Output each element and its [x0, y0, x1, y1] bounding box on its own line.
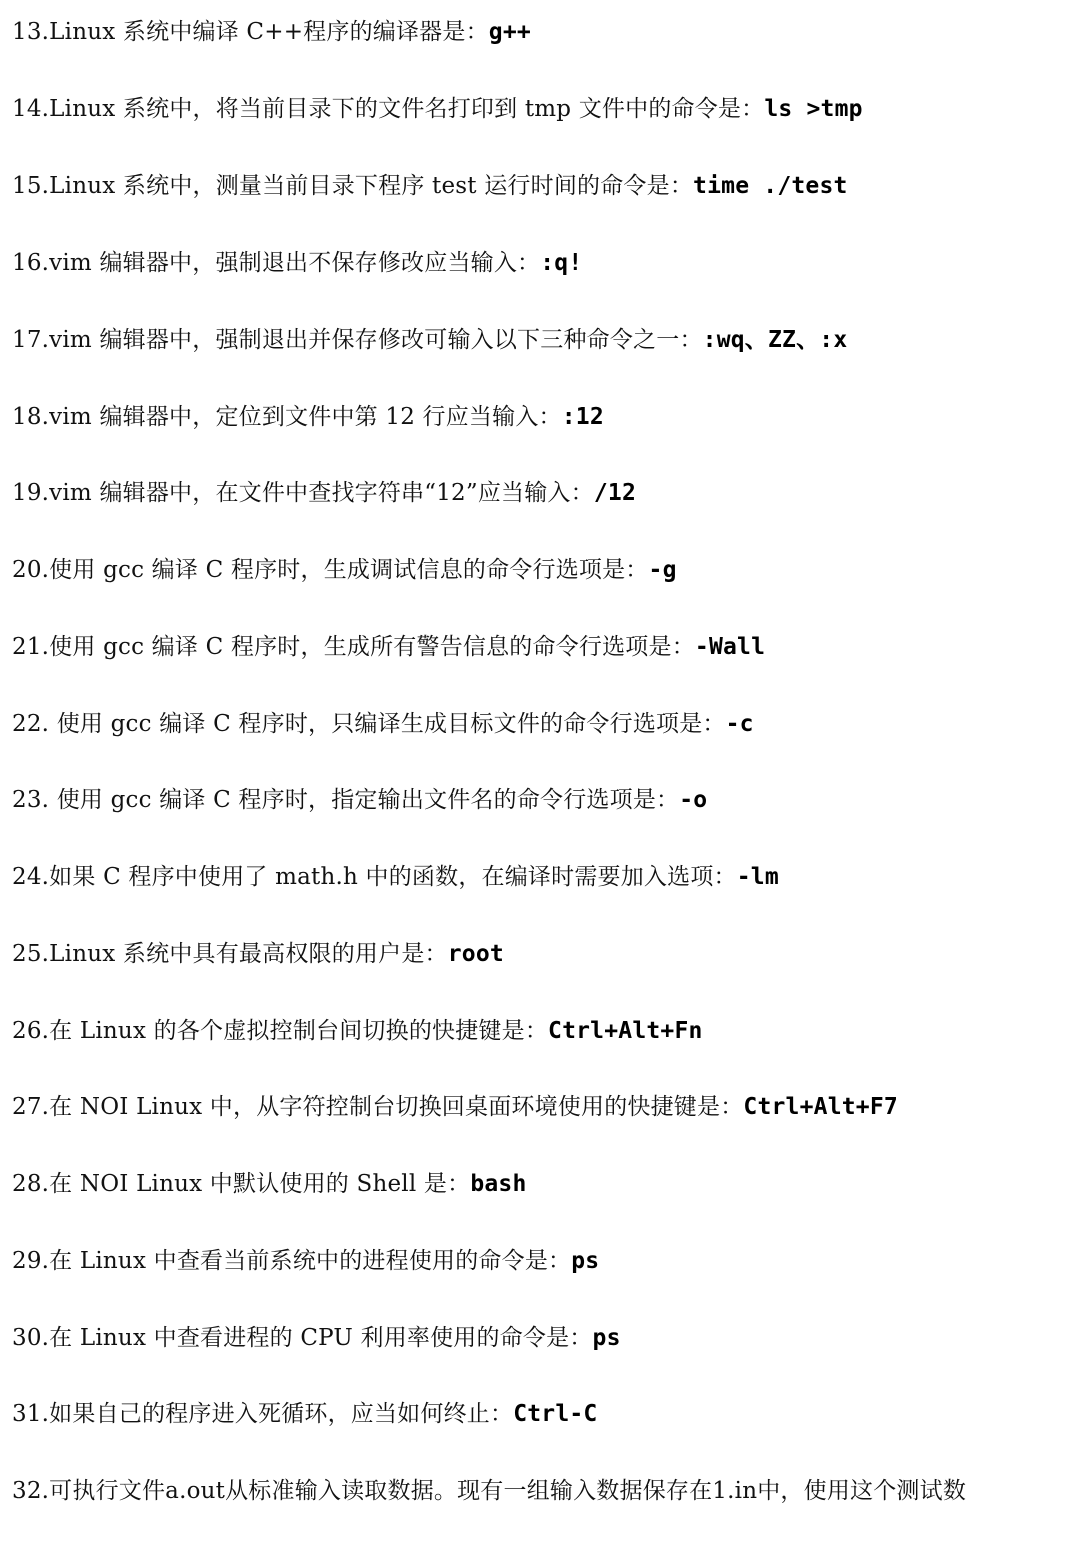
answer-text: :q! — [540, 250, 583, 276]
answer-text: Ctrl-C — [513, 1401, 598, 1427]
question-text: 19.vim 编辑器中，在文件中查找字符串“12”应当输入： — [12, 480, 594, 506]
answer-text: ps — [592, 1325, 621, 1351]
question-text: 21.使用 gcc 编译 C 程序时，生成所有警告信息的命令行选项是： — [12, 634, 695, 660]
qa-line — [12, 475, 1078, 511]
answer-text: :12 — [561, 404, 604, 430]
question-text: 14.Linux 系统中，将当前目录下的文件名打印到 tmp 文件中的命令是： — [12, 96, 765, 122]
answer-text: root — [447, 941, 504, 967]
qa-line — [12, 1320, 1078, 1356]
qa-line — [12, 552, 1078, 588]
qa-line — [12, 245, 1078, 281]
qa-line — [12, 14, 1078, 50]
qa-line — [12, 1396, 1078, 1432]
qa-line — [12, 936, 1078, 972]
answer-text: time ./test — [693, 173, 848, 199]
answer-text: ps — [571, 1248, 600, 1274]
qa-line — [12, 168, 1078, 204]
answer-text: :wq、ZZ、:x — [702, 327, 848, 353]
qa-line — [12, 1089, 1078, 1125]
answer-text: /12 — [593, 480, 636, 506]
qa-line — [12, 782, 1078, 818]
answer-text: ls >tmp — [764, 96, 863, 122]
answer-text: Ctrl+Alt+Fn — [548, 1018, 703, 1044]
question-text: 32.可执行文件a.out从标准输入读取数据。现有一组输入数据保存在1.in中，使用这个测试数 — [12, 1478, 967, 1504]
question-text: 20.使用 gcc 编译 C 程序时，生成调试信息的命令行选项是： — [12, 557, 649, 583]
question-text: 30.在 Linux 中查看进程的 CPU 利用率使用的命令是： — [12, 1325, 593, 1351]
question-text: 31.如果自己的程序进入死循环，应当如何终止： — [12, 1401, 514, 1427]
question-text: 16.vim 编辑器中，强制退出不保存修改应当输入： — [12, 250, 541, 276]
question-text: 18.vim 编辑器中，定位到文件中第 12 行应当输入： — [12, 404, 562, 430]
question-text: 27.在 NOI Linux 中，从字符控制台切换回桌面环境使用的快捷键是： — [12, 1094, 744, 1120]
answer-text: -g — [648, 557, 677, 583]
qa-line — [12, 1013, 1078, 1049]
qa-line — [12, 1243, 1078, 1279]
question-text: 23. 使用 gcc 编译 C 程序时，指定输出文件名的命令行选项是： — [12, 787, 680, 813]
qa-line — [12, 399, 1078, 435]
qa-line — [12, 91, 1078, 127]
qa-line — [12, 859, 1078, 895]
answer-text: bash — [470, 1171, 527, 1197]
question-text: 15.Linux 系统中，测量当前目录下程序 test 运行时间的命令是： — [12, 173, 694, 199]
question-text: 24.如果 C 程序中使用了 math.h 中的函数，在编译时需要加入选项： — [12, 864, 737, 890]
answer-text: -c — [725, 711, 754, 737]
question-text: 26.在 Linux 的各个虚拟控制台间切换的快捷键是： — [12, 1018, 549, 1044]
answer-text: -lm — [736, 864, 779, 890]
answer-text: Ctrl+Alt+F7 — [743, 1094, 898, 1120]
question-text: 22. 使用 gcc 编译 C 程序时，只编译生成目标文件的命令行选项是： — [12, 711, 726, 737]
answer-text: g++ — [488, 19, 531, 45]
qa-line — [12, 706, 1078, 742]
qa-line — [12, 629, 1078, 665]
qa-line — [12, 322, 1078, 358]
question-text: 17.vim 编辑器中，强制退出并保存修改可输入以下三种命令之一： — [12, 327, 703, 353]
answer-text: -Wall — [694, 634, 766, 660]
qa-line — [12, 1473, 1078, 1509]
question-text: 13.Linux 系统中编译 C++程序的编译器是： — [12, 19, 489, 45]
question-text: 25.Linux 系统中具有最高权限的用户是： — [12, 941, 448, 967]
question-text: 28.在 NOI Linux 中默认使用的 Shell 是： — [12, 1171, 471, 1197]
answer-text: -o — [679, 787, 708, 813]
question-text: 29.在 Linux 中查看当前系统中的进程使用的命令是： — [12, 1248, 572, 1274]
qa-line — [12, 1166, 1078, 1202]
